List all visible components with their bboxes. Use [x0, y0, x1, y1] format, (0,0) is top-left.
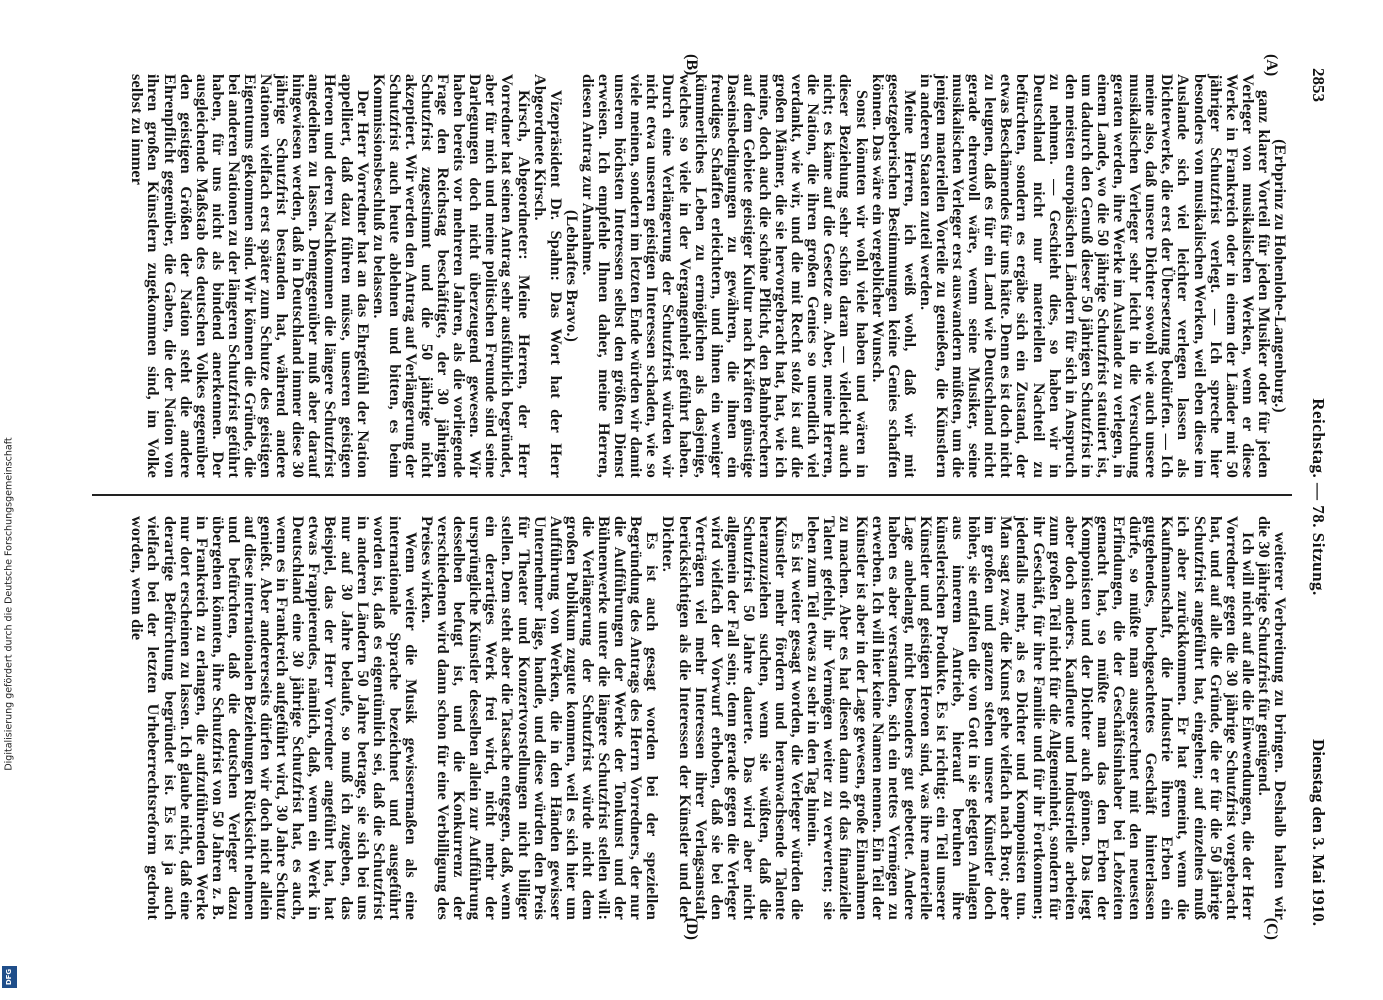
paragraph: Es ist weiter gesagt worden, die Verleger würden die Künstler mehr fördern und heranwachsende Talente heranzuziehen suchen, wenn sie wüßten, daß die Schutzfrist 50 Jahre dauerte. Das wird aber nicht allgemein der Fall sein; denn gerade gegen die Verleger wird vielfach der Vorwurf erhoben, daß sie bei den Verträgen viel mehr Interessen ihrer Verlagsanstalt berücksichtigen als die Interessen der Künstler und der Dichter. — [659, 516, 807, 920]
digitization-credit: Digitalisierung gefördert durch die Deutsche Forschungsgemeinschaft — [3, 437, 15, 771]
speaker-heading: (Erbprinz zu Hohenlohe-Langenburg.) — [1271, 139, 1289, 413]
scanned-page — [90, 52, 1340, 942]
paragraph: weiterer Verbreitung zu bringen. Deshalb halten wir die 30 jährige Schutzfrist für genügend. — [1254, 516, 1289, 920]
margin-marker-c: (C) — [1263, 917, 1280, 940]
dfg-logo-text: DFG — [5, 968, 14, 986]
session-date: Dienstag den 3. Mai 1910. — [1309, 739, 1328, 926]
column-separator — [92, 494, 1292, 496]
paragraph: Es ist auch gesagt worden bei der speziellen Begründung des Antrags des Herrn Vorredners, der nur die Aufführungen der Werke der Tonkunst und der Bühnenwerke unter die längere Schutzfrist stellen will: die Verlängerung der Schutzfrist würde nicht dem großen Publikum zugute kommen, weil es sich hier um Aufführung von Werken, die in den Händen gewisser Unternehmer läge, handle, und diese würden den Preis für Theater und Konzertvorstellungen nicht billiger stellen. Dem steht aber die Tatsache entgegen, daß, wenn ein derartiges Werk frei wird, nicht mehr der ursprüngliche Künstler desselben allein zur Aufführung desselben befugt ist, und die Konkurrenz der verschiedenen wird dann schon für eine Verbilligung des Preises wirken. — [418, 516, 662, 920]
dfg-logo-icon — [2, 966, 17, 988]
left-column — [129, 74, 1288, 478]
margin-marker-a: (A) — [1263, 54, 1280, 77]
digitization-sideline — [0, 0, 18, 1000]
session-title: Reichstag. — 78. Sitzung. — [1309, 398, 1328, 596]
page-header — [1290, 52, 1340, 942]
paragraph: Kirsch, Abgeordneter: Meine Herren, der Herr Vorredner hat seinen Antrag sehr ausführlich begründet, aber für mich und meine politischen Freunde sind seine Darlegungen doch nicht überzeugend gewesen. Wir haben bereits vor mehreren Jahren, als die vorliegende Frage den Reichstag beschäftigte, der 30 jährigen Schutzfrist zugestimmt und die 50 jährige nicht akzeptiert. Wir werden den Antrag auf Verlängerung der Schutzfrist auch heute ablehnen und bitten, es beim Kommissionsbeschluß zu belassen. — [369, 74, 533, 478]
paragraph: ganz klarer Vorteil für jeden Musiker oder für jeden Verleger von musikalischen Werken, wenn er diese Werke in Frankreich oder in einem der Länder mit 50 jähriger Schutzfrist verlegt. — Ich spreche hier besonders von musikalischen Werken, weil eben diese im Auslande sich viel leichter verlegen lassen als Dichterwerke, die erst der Übersetzung bedürfen. — Ich meine also, daß unsere Dichter sowohl wie auch unsere musikalischen Verleger sehr leicht in die Versuchung geraten werden, ihre Werke im Auslande zu verlegen, in einem Lande, wo die 50 jährige Schutzfrist statuiert ist, um dadurch den Genuß dieser 50 jährigen Schutzfrist in den meisten europäischen Ländern für sich in Anspruch zu nehmen. — Geschieht dies, so haben wir in Deutschland nicht nur materiellen Nachteil zu befürchten, sondern es ergäbe sich ein Zustand, der etwas Beschämendes für uns hätte. Denn es ist doch nicht zu leugnen, daß es für ein Land wie Deutschland nicht gerade ehrenvoll wäre, wenn seine Musiker, seine musikalischen Verleger erst auswandern müßten, um die jenigen materiellen Vorteile zu genießen, die Künstlern in anderen Staaten zuteil werden. — [916, 74, 1273, 478]
paragraph: Wenn weiter die Musik gewissermaßen als eine internationale Sprache bezeichnet und ausgeführt worden ist, daß es eigentümlich sei, daß die Schutzfrist in anderen Ländern 50 Jahre betrage, sie sich bei uns nur auf 30 Jahre belaufe, so muß ich zugeben, das Beispiel, das der Herr Vorredner angeführt hat, hat etwas Frappierendes, nämlich, daß, wenn ein Werk in Deutschland eine 30 jährige Schutzfrist hat, es auch, wenn es in Frankreich aufgeführt wird, 30 Jahre Schutz genießt. Aber andererseits dürfen wir doch nicht allein auf diese internationalen Beziehungen Rücksicht nehmen und befürchten, daß die deutschen Verleger dazu übergehen könnten, ihre Schutzfrist von 50 Jahren z. B. in Frankreich zu erlangen, die aufzuführenden Werke nur dort erscheinen zu lassen. Ich glaube nicht, daß eine derartige Befürchtung begründet ist. Es ist ja auch vielfach bei der letzten Urheberrechtsreform gedroht worden, wenn die — [128, 516, 420, 920]
applause-note: (Lebhaftes Bravo.) — [562, 209, 581, 343]
paragraph: Sonst könnten wir wohl viele haben und wären in dieser Beziehung sehr schön daran — vielleicht auch nicht; es käme auf die Gesetze an. Aber, meine Herren, die Nation, die ihren großen Genies so unendlich viel verdankt, wie wir, und die mit Recht stolz ist auf die großen Männer, die sie hervorgebracht hat, hat, wie ich meine, doch auch die schöne Pflicht, den Bahnbrechern auf dem Gebiete geistiger Kultur nach Kräften günstige Daseinsbedingungen zu gewähren, die ihnen ein freudiges Schaffen erleichtern, und ihnen ein weniger kümmerliches Leben zu ermöglichen als dasjenige, welches so viele in der Vergangenheit geführt haben. Durch eine Verlängerung der Schutzfrist würden wir nicht etwa unseren geistigen Interessen schaden, wie so viele meinen, sondern im letzten Ende würden wir damit unseren höchsten Interessen selbst den größten Dienst erweisen. Ich empfehle Ihnen daher, meine Herren, diesen Antrag zur Annahme. — [578, 74, 871, 478]
paragraph: Ich will nicht auf alle die Einwendungen, die der Herr Vorredner gegen die 30 jährige Schutzfrist vorgebracht hat, und auf alle die Gründe, die er für die 50 jährige Schutzfrist angeführt hat, eingehen; auf einzelnes muß ich aber zurückkommen. Er hat gemeint, wenn die Kaufmannschaft, die Industrie ihren Erben ein gutgehendes, hochgeachtetes Geschäft hinterlassen dürfe, so müßte man ausgerechnet mit den neuesten Erfindungen, die der Geschäftsinhaber bei Lebzeiten gemacht hat, so müßte man das den Erben der Komponisten und der Dichter auch gönnen. Das liegt aber doch anders. Kaufleute und Industrielle arbeiten zum großen Teil nicht für die Allgemeinheit, sondern für ihr Geschäft, für ihre Familie und für ihr Fortkommen; jedenfalls mehr, als es Dichter und Komponisten tun. Man sagt zwar, die Kunst gehe vielfach nach Brot; aber im großen und ganzen stehen unsere Künstler doch höher, sie entfalten die von Gott in sie gelegten Anlagen aus innerem Antrieb, hierauf beruhen ihre künstlerischen Produkte. Es ist richtig: ein Teil unserer Künstler und geistigen Heroen sind, was ihre materielle Lage anbelangt, nicht besonders gut gebettet. Andere haben es aber verstanden, sich ein nettes Vermögen zu erwerben. Ich will hier keine Namen nennen. Ein Teil der Künstler ist aber in der Lage gewesen, große Einnahmen zu machen. Aber es hat diesen dann oft das finanzielle Talent gefehlt, ihr Vermögen weiter zu verwerten; sie leben zum Teil etwas zu sehr in den Tag hinein. — [804, 516, 1257, 920]
page-number: 2853 — [1309, 68, 1328, 102]
right-column — [129, 516, 1288, 920]
margin-marker-b: (B) — [683, 54, 700, 76]
paragraph: Meine Herren, ich weiß wohl, daß wir mit gesetzgeberischen Bestimmungen keine Genies schaffen können. Das wäre ein vergeblicher Wunsch. — [868, 74, 919, 478]
page-content — [90, 52, 1340, 942]
margin-marker-d: (D) — [683, 917, 700, 940]
paragraph: Vizepräsident Dr. Spahn: Das Wort hat der Herr Abgeordnete Kirsch. — [530, 74, 565, 478]
paragraph: Der Herr Vorredner hat an das Ehrgefühl der Nation appelliert, daß dazu führen müsse, unseren geistigen Heroen und deren Nachkommen die längere Schutzfrist angedeihen zu lassen. Demgegenüber muß aber darauf hingewiesen werden, daß in Deutschland immer diese 30 jährige Schutzfrist bestanden hat, während andere Nationen vielfach erst später zum Schutze des geistigen Eigentums gekommen sind. Wir können die Gründe, die bei anderen Nationen zu der längeren Schutzfrist geführt haben, für uns nicht als bindend anerkennen. Der ausgleichende Maßstab des deutschen Volkes gegenüber den geistigen Größen der Nation steht die andere Ehrenpflicht gegenüber, die Gaben, die der Nation von ihren großen Künstlern zugekommen sind, im Volke selbst zu immer — [128, 74, 372, 478]
